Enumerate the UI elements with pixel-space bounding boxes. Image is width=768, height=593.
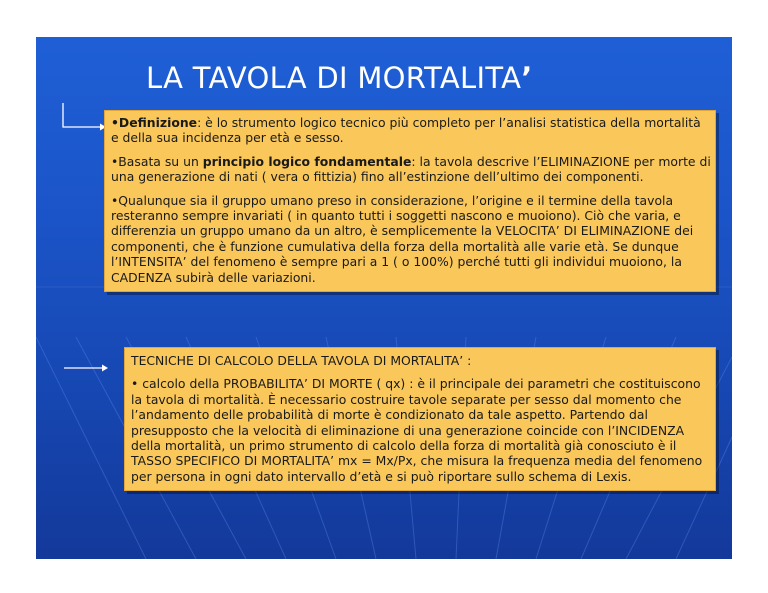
principle-paragraph: •Basata su un principio logico fondamentale: la tavola descrive l’ELIMINAZIONE per morte di una generazione di nati ( vera o fittizia) fino all’estinzione dell’ultimo dei componenti. [111, 153, 711, 185]
definition-box [104, 110, 716, 292]
techniques-heading: TECNICHE DI CALCOLO DELLA TAVOLA DI MORTALITA’ : [131, 353, 472, 368]
arrow-icon [64, 363, 108, 373]
probability-paragraph: • calcolo della PROBABILITA’ DI MORTE ( qx) : è il principale dei parametri che costituiscono la tavola di mortalità. È necessario costruire tavole separate per sesso dal momento che l’andamento delle probabilità di morte è condizionato da tale aspetto. Partendo dal presupposto che la velocità di eliminazione di una generazione coincide con l’INCIDENZA della mortalità, un primo strumento di calcolo della forza di mortalità già conosciuto è il TASSO SPECIFICO DI MORTALITA’ mx = Mx/Px, che misura la frequenza media del fenomeno per persona in ogni dato intervallo d’età e si può riportare sullo schema di Lexis. [131, 376, 703, 484]
techniques-box [124, 347, 716, 491]
velocity-paragraph: •Qualunque sia il gruppo umano preso in considerazione, l’origine e il termine della tavola resteranno sempre invariati ( in quanto tutti i soggetti nascono e muoiono). Ciò che varia, e differenzia un gruppo umano da un altro, è semplicemente la VELOCITA’ DI ELIMINAZIONE dei componenti, che è funzione cumulativa della forza della mortalità alle varie età. Se dunque l’INTENSITA’ del fenomeno è sempre pari a 1 ( o 100%) perché tutti gli individui muoiono, la CADENZA subirà delle variazioni. [111, 192, 694, 285]
slide [36, 37, 732, 559]
definition-paragraph: •Definizione: è lo strumento logico tecnico più completo per l’analisi statistica della mortalità e della sua incidenza per età e sesso. [111, 115, 701, 146]
bracket-arrow-icon [62, 103, 106, 131]
slide-title: LA TAVOLA DI MORTALITA’ [146, 61, 533, 95]
